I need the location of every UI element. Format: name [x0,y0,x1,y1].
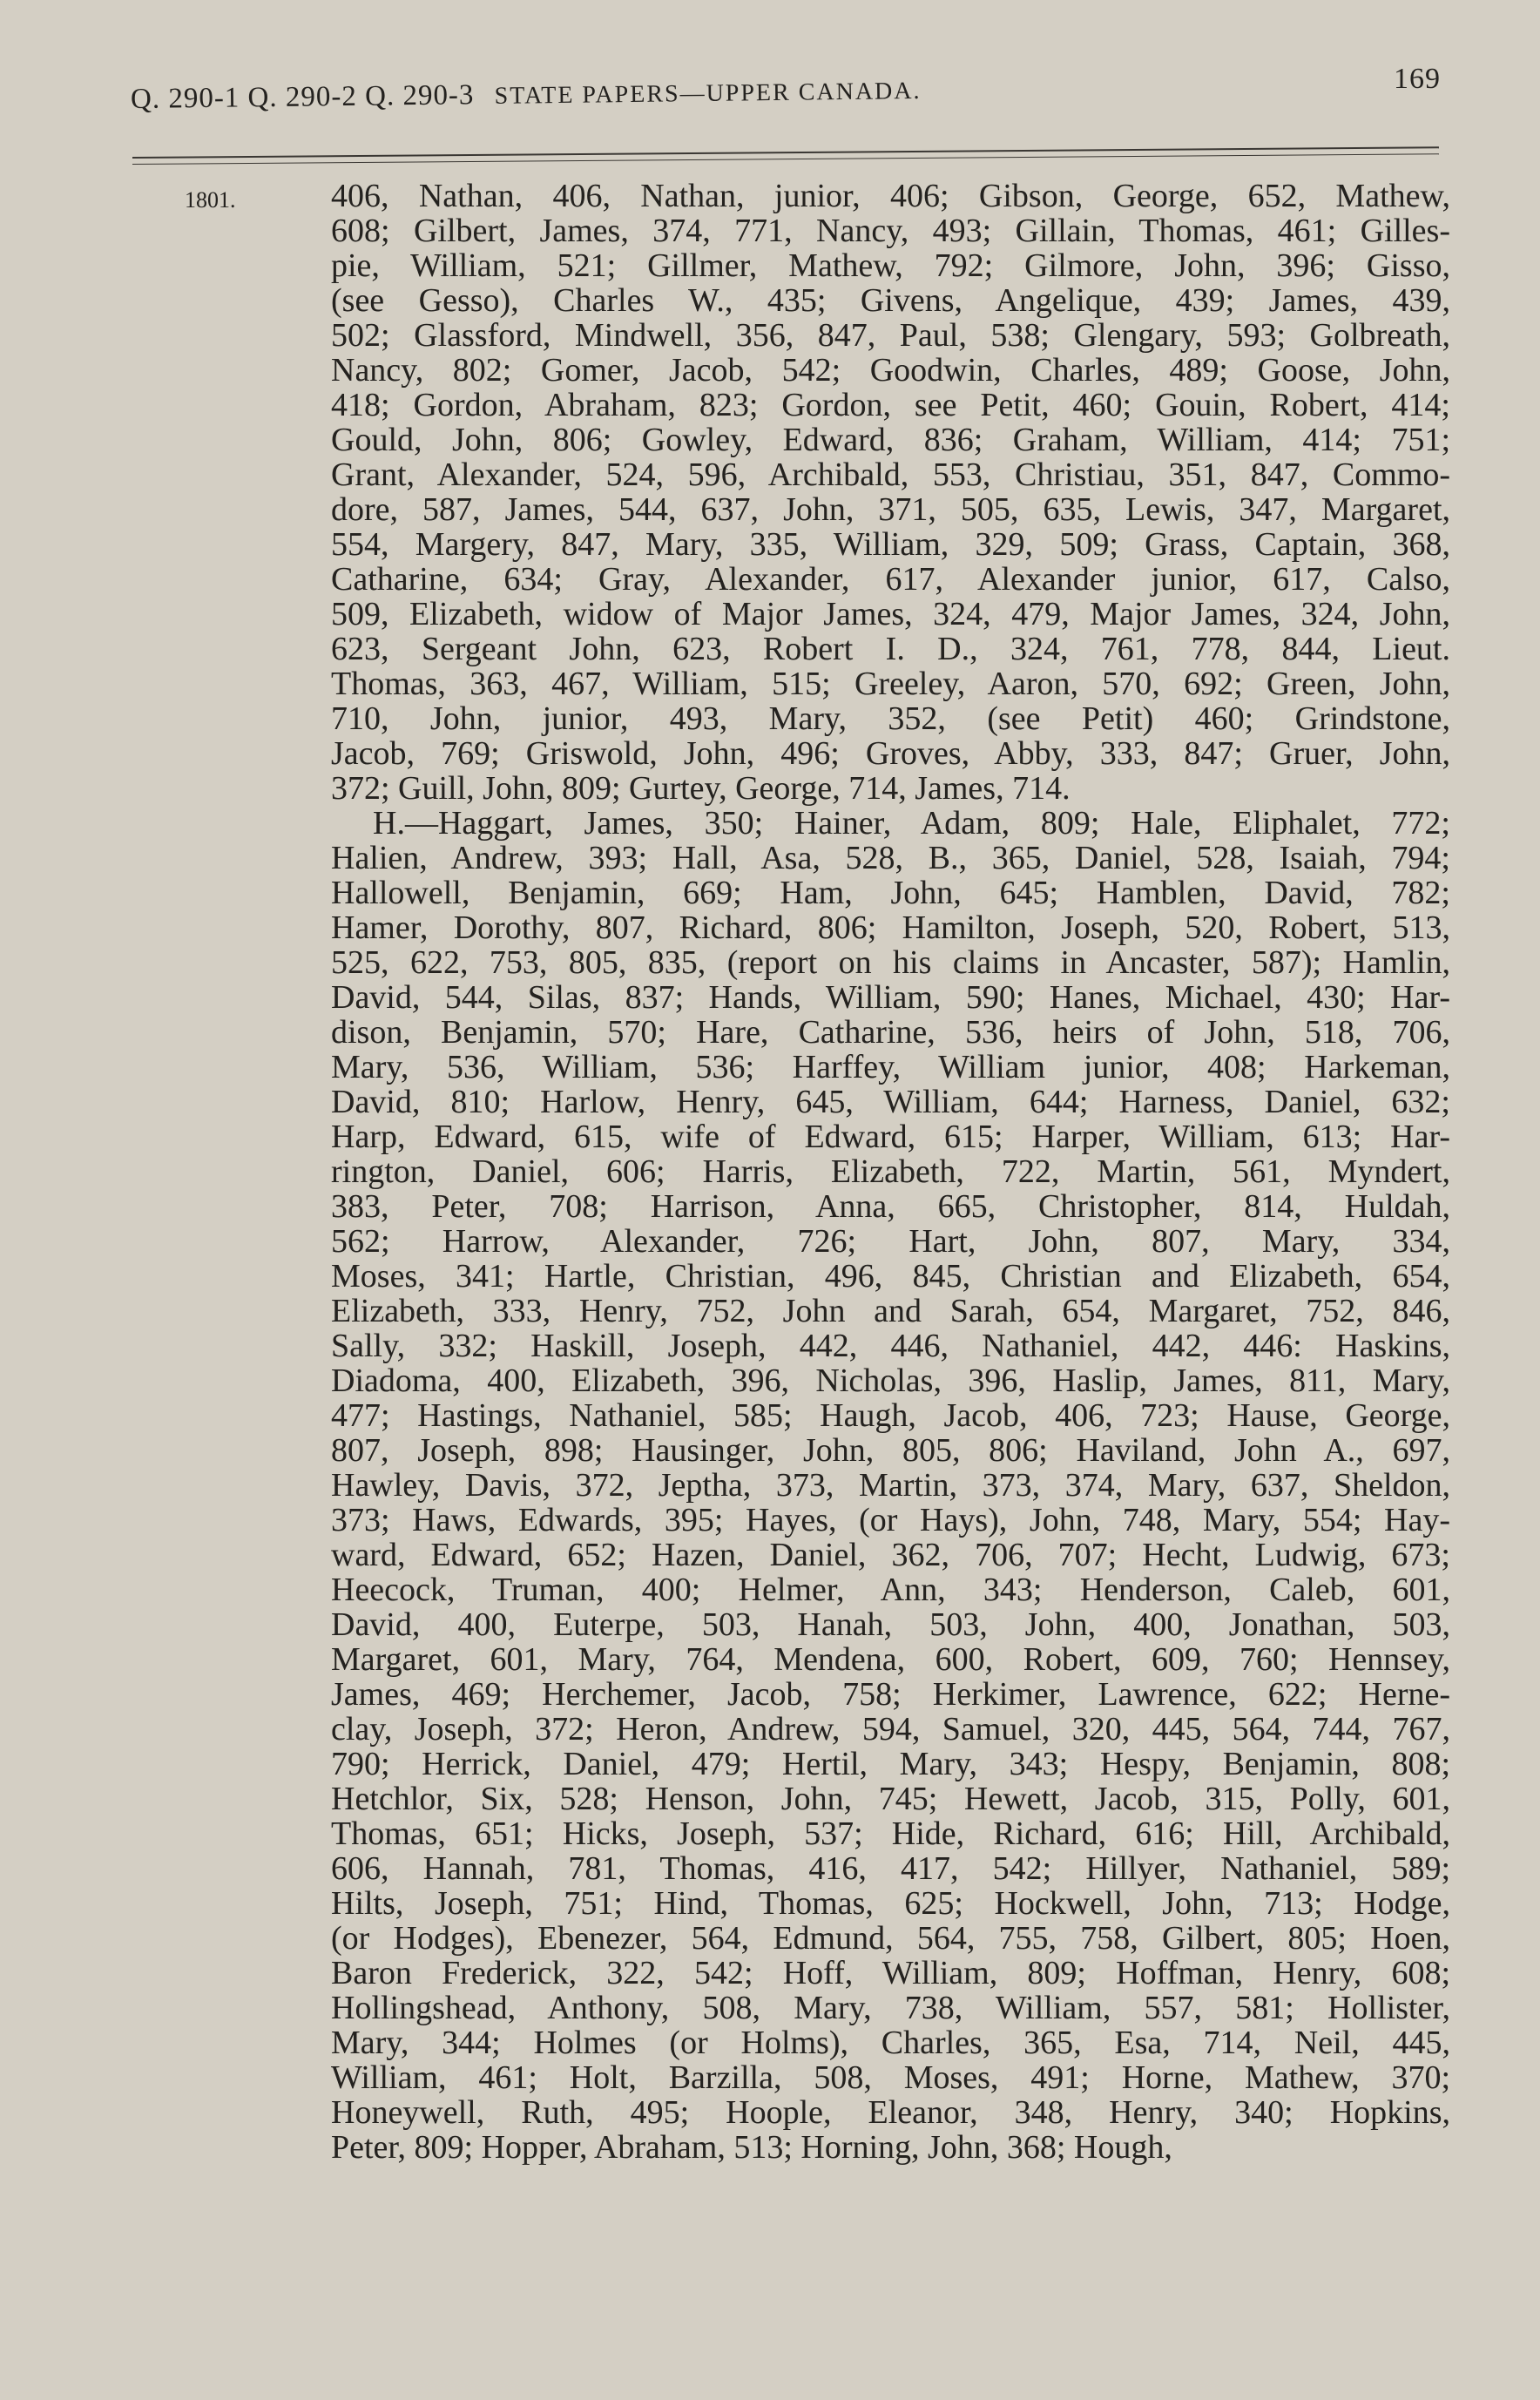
text-line: 383, Peter, 708; Harrison, Anna, 665, Christopher, 814, Huldah, [331,1189,1450,1224]
text-line: Grant, Alexander, 524, 596, Archibald, 553, Christiau, 351, 847, Commo- [331,457,1450,492]
text-line: 477; Hastings, Nathaniel, 585; Haugh, Jacob, 406, 723; Hause, George, [331,1398,1450,1433]
text-line: Harp, Edward, 615, wife of Edward, 615; Harper, William, 613; Har- [331,1119,1450,1154]
text-line: Heecock, Truman, 400; Helmer, Ann, 343; Henderson, Caleb, 601, [331,1572,1450,1607]
text-line: 372; Guill, John, 809; Gurtey, George, 714, James, 714. [331,771,1071,806]
text-line: (see Gesso), Charles W., 435; Givens, Angelique, 439; James, 439, [331,283,1450,318]
text-line: Mary, 344; Holmes (or Holms), Charles, 365, Esa, 714, Neil, 445, [331,2025,1450,2060]
text-line: dore, 587, James, 544, 637, John, 371, 505, 635, Lewis, 347, Margaret, [331,492,1450,527]
text-line: David, 400, Euterpe, 503, Hanah, 503, John, 400, Jonathan, 503, [331,1607,1450,1642]
text-line: Moses, 341; Hartle, Christian, 496, 845, Christian and Elizabeth, 654, [331,1259,1450,1294]
running-title: STATE PAPERS—UPPER CANADA. [494,77,922,110]
text-line: 509, Elizabeth, widow of Major James, 324, 479, Major James, 324, John, [331,597,1450,632]
text-line: 562; Harrow, Alexander, 726; Hart, John, 807, Mary, 334, [331,1224,1450,1259]
text-line: Hollingshead, Anthony, 508, Mary, 738, William, 557, 581; Hollister, [331,1991,1450,2025]
text-line: Baron Frederick, 322, 542; Hoff, William, 809; Hoffman, Henry, 608; [331,1956,1450,1991]
index-text-block [331,179,1450,2165]
text-line: 623, Sergeant John, 623, Robert I. D., 324, 761, 778, 844, Lieut. [331,632,1450,666]
text-line: dison, Benjamin, 570; Hare, Catharine, 536, heirs of John, 518, 706, [331,1015,1450,1050]
text-line: Catharine, 634; Gray, Alexander, 617, Alexander junior, 617, Calso, [331,562,1450,597]
text-line: 790; Herrick, Daniel, 479; Hertil, Mary, 343; Hespy, Benjamin, 808; [331,1747,1450,1781]
text-line: 608; Gilbert, James, 374, 771, Nancy, 493; Gillain, Thomas, 461; Gilles- [331,213,1450,248]
text-line: Diadoma, 400, Elizabeth, 396, Nicholas, 396, Haslip, James, 811, Mary, [331,1363,1450,1398]
running-head [131,74,922,116]
text-line: Thomas, 363, 467, William, 515; Greeley, Aaron, 570, 692; Green, John, [331,666,1450,701]
text-line: 418; Gordon, Abraham, 823; Gordon, see Petit, 460; Gouin, Robert, 414; [331,388,1450,423]
text-line: 406, Nathan, 406, Nathan, junior, 406; Gibson, George, 652, Mathew, [331,179,1450,213]
text-line: pie, William, 521; Gillmer, Mathew, 792; Gilmore, John, 396; Gisso, [331,248,1450,283]
text-line: Thomas, 651; Hicks, Joseph, 537; Hide, Richard, 616; Hill, Archibald, [331,1816,1450,1851]
text-line: Gould, John, 806; Gowley, Edward, 836; Graham, William, 414; 751; [331,423,1450,457]
text-line: Hawley, Davis, 372, Jeptha, 373, Martin, 373, 374, Mary, 637, Sheldon, [331,1468,1450,1503]
text-line: Sally, 332; Haskill, Joseph, 442, 446, Nathaniel, 442, 446: Haskins, [331,1328,1450,1363]
text-line: 710, John, junior, 493, Mary, 352, (see Petit) 460; Grindstone, [331,701,1450,736]
text-line: James, 469; Herchemer, Jacob, 758; Herkimer, Lawrence, 622; Herne- [331,1677,1450,1712]
text-line: Margaret, 601, Mary, 764, Mendena, 600, Robert, 609, 760; Hennsey, [331,1642,1450,1677]
text-line: clay, Joseph, 372; Heron, Andrew, 594, Samuel, 320, 445, 564, 744, 767, [331,1712,1450,1747]
margin-year: 1801. [185,187,236,213]
text-line: Elizabeth, 333, Henry, 752, John and Sarah, 654, Margaret, 752, 846, [331,1294,1450,1328]
text-line: 554, Margery, 847, Mary, 335, William, 329, 509; Grass, Captain, 368, [331,527,1450,562]
text-line: Mary, 536, William, 536; Harffey, William junior, 408; Harkeman, [331,1050,1450,1085]
text-line: Hamer, Dorothy, 807, Richard, 806; Hamilton, Joseph, 520, Robert, 513, [331,910,1450,945]
text-line: ward, Edward, 652; Hazen, Daniel, 362, 706, 707; Hecht, Ludwig, 673; [331,1538,1450,1572]
text-line: 807, Joseph, 898; Hausinger, John, 805, 806; Haviland, John A., 697, [331,1433,1450,1468]
text-line: Hetchlor, Six, 528; Henson, John, 745; Hewett, Jacob, 315, Polly, 601, [331,1781,1450,1816]
text-line: 606, Hannah, 781, Thomas, 416, 417, 542; Hillyer, Nathaniel, 589; [331,1851,1450,1886]
text-line: (or Hodges), Ebenezer, 564, Edmund, 564, 755, 758, Gilbert, 805; Hoen, [331,1921,1450,1956]
text-line: Hallowell, Benjamin, 669; Ham, John, 645; Hamblen, David, 782; [331,875,1450,910]
header-rule-thick [132,146,1439,159]
text-line: Peter, 809; Hopper, Abraham, 513; Horning, John, 368; Hough, [331,2130,1172,2165]
text-line: Jacob, 769; Griswold, John, 496; Groves, Abby, 333, 847; Gruer, John, [331,736,1450,771]
text-line: Halien, Andrew, 393; Hall, Asa, 528, B., 365, Daniel, 528, Isaiah, 794; [331,841,1450,875]
text-line: Honeywell, Ruth, 495; Hoople, Eleanor, 348, Henry, 340; Hopkins, [331,2095,1450,2130]
text-line: 502; Glassford, Mindwell, 356, 847, Paul, 538; Glengary, 593; Golbreath, [331,318,1450,353]
archive-references: Q. 290-1 Q. 290-2 Q. 290-3 [130,79,475,115]
page-number: 169 [1394,63,1441,95]
text-line: Nancy, 802; Gomer, Jacob, 542; Goodwin, Charles, 489; Goose, John, [331,353,1450,388]
text-line: William, 461; Holt, Barzilla, 508, Moses, 491; Horne, Mathew, 370; [331,2060,1450,2095]
text-line: David, 810; Harlow, Henry, 645, William, 644; Harness, Daniel, 632; [331,1085,1450,1119]
text-line: H.—Haggart, James, 350; Hainer, Adam, 809; Hale, Eliphalet, 772; [373,806,1450,841]
text-line: rington, Daniel, 606; Harris, Elizabeth, 722, Martin, 561, Myndert, [331,1154,1450,1189]
text-line: David, 544, Silas, 837; Hands, William, 590; Hanes, Michael, 430; Har- [331,980,1450,1015]
text-line: 525, 622, 753, 805, 835, (report on his claims in Ancaster, 587); Hamlin, [331,945,1450,980]
text-line: 373; Haws, Edwards, 395; Hayes, (or Hays), John, 748, Mary, 554; Hay- [331,1503,1450,1538]
text-line: Hilts, Joseph, 751; Hind, Thomas, 625; Hockwell, John, 713; Hodge, [331,1886,1450,1921]
